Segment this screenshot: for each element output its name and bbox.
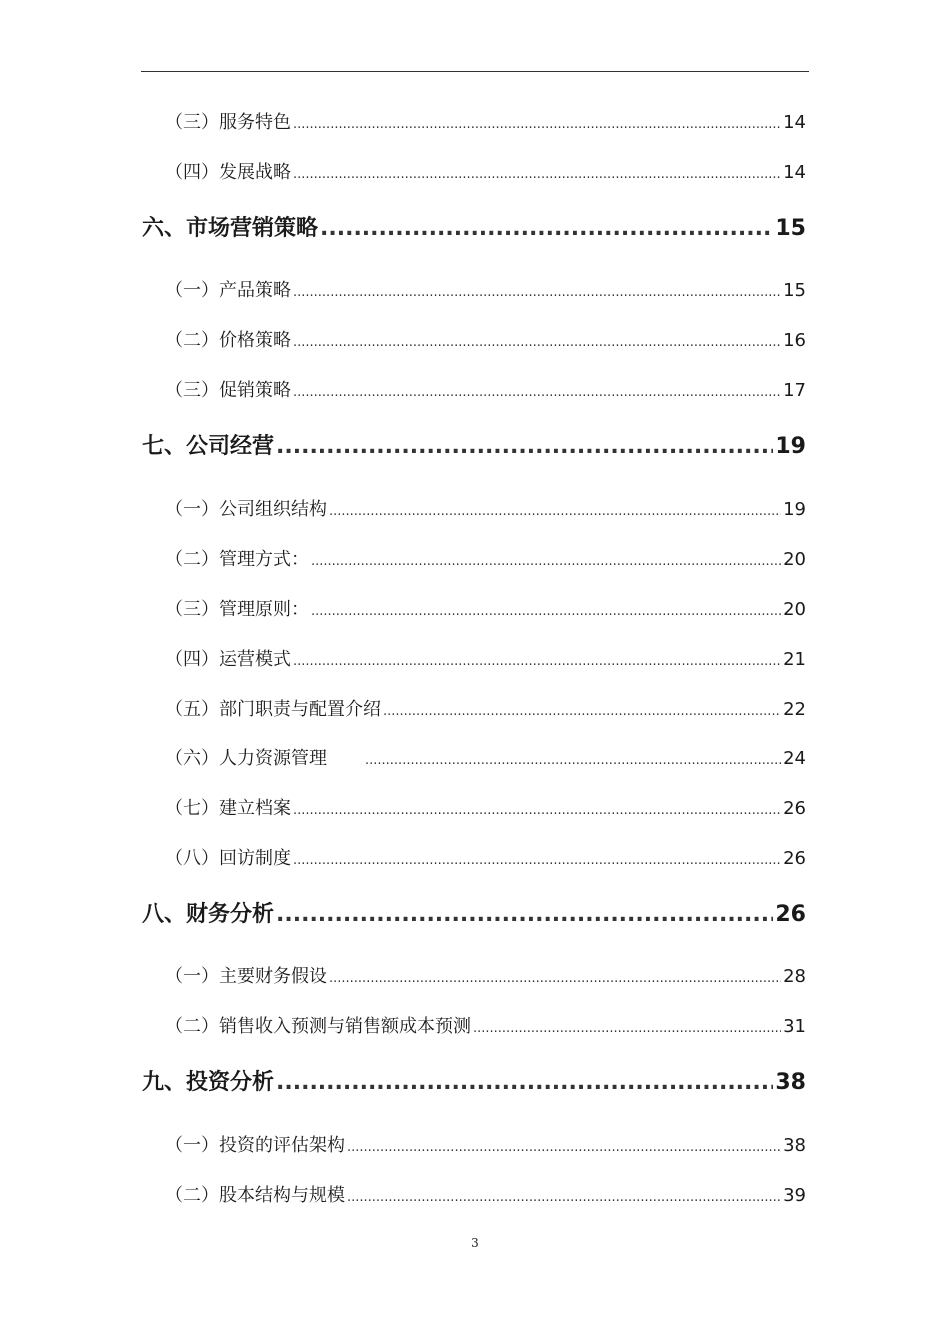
toc-entry-page: 17 bbox=[783, 380, 806, 401]
toc-entry-label: （三）促销策略 bbox=[165, 380, 291, 401]
toc-entry-page: 22 bbox=[783, 699, 806, 720]
toc-entry[interactable] bbox=[165, 495, 806, 521]
toc-entry[interactable] bbox=[165, 545, 806, 571]
toc-entry[interactable] bbox=[165, 1131, 806, 1157]
toc-entry-label: （四）运营模式 bbox=[165, 649, 291, 670]
toc-entry-page: 39 bbox=[783, 1185, 806, 1206]
toc-entry-label: （一）产品策略 bbox=[165, 280, 291, 301]
toc-entry[interactable] bbox=[165, 794, 806, 820]
toc-entry-page: 20 bbox=[783, 599, 806, 620]
toc-entry[interactable] bbox=[165, 108, 806, 134]
toc-entry[interactable] bbox=[165, 158, 806, 184]
toc-entry-label: （三）服务特色 bbox=[165, 112, 291, 133]
toc-entry[interactable] bbox=[165, 744, 806, 770]
toc-entry-label: （一）公司组织结构 bbox=[165, 499, 327, 520]
toc-entry-page: 28 bbox=[783, 966, 806, 987]
toc-entry[interactable] bbox=[165, 962, 806, 988]
toc-entry[interactable] bbox=[165, 276, 806, 302]
toc-chapter-page: 38 bbox=[775, 1070, 806, 1095]
toc-entry-label: （八）回访制度 bbox=[165, 848, 291, 869]
dot-leader bbox=[276, 1070, 773, 1095]
toc-entry-page: 31 bbox=[783, 1016, 806, 1037]
toc-entry-page: 14 bbox=[783, 112, 806, 133]
toc-entry-label: （二）管理方式： bbox=[165, 549, 309, 570]
toc-entry[interactable] bbox=[165, 1012, 806, 1038]
toc-chapter-label: 九、投资分析 bbox=[142, 1070, 275, 1095]
dot-leader bbox=[293, 330, 781, 351]
dot-leader bbox=[365, 748, 781, 769]
toc-entry-page: 38 bbox=[783, 1135, 806, 1156]
toc-entry[interactable] bbox=[165, 595, 806, 621]
dot-leader bbox=[293, 162, 781, 183]
dot-leader bbox=[311, 549, 781, 570]
toc-entry-page: 26 bbox=[783, 798, 806, 819]
dot-leader bbox=[293, 280, 781, 301]
toc-chapter-label: 八、财务分析 bbox=[142, 902, 275, 927]
dot-leader bbox=[293, 380, 781, 401]
toc-chapter-entry[interactable] bbox=[142, 1065, 806, 1096]
toc-chapter-page: 19 bbox=[775, 434, 806, 459]
dot-leader bbox=[293, 112, 781, 133]
toc-entry-label: （七）建立档案 bbox=[165, 798, 291, 819]
toc-entry-page: 16 bbox=[783, 330, 806, 351]
toc-chapter-label: 六、市场营销策略 bbox=[142, 216, 319, 241]
toc-entry-page: 24 bbox=[783, 748, 806, 769]
toc-entry-page: 15 bbox=[783, 280, 806, 301]
toc-entry-label: （二）销售收入预测与销售额成本预测 bbox=[165, 1016, 471, 1037]
toc-entry-label: （二）价格策略 bbox=[165, 330, 291, 351]
toc-chapter-entry[interactable] bbox=[142, 429, 806, 460]
dot-leader bbox=[311, 599, 781, 620]
dot-leader bbox=[347, 1135, 781, 1156]
toc-entry[interactable] bbox=[165, 844, 806, 870]
dot-leader bbox=[347, 1185, 781, 1206]
toc-entry-label: （三）管理原则： bbox=[165, 599, 309, 620]
dot-leader bbox=[293, 649, 781, 670]
dot-leader bbox=[329, 499, 781, 520]
dot-leader bbox=[276, 434, 773, 459]
toc-chapter-page: 15 bbox=[775, 216, 806, 241]
toc-chapter-page: 26 bbox=[775, 902, 806, 927]
dot-leader bbox=[276, 902, 773, 927]
toc-entry-label: （一）主要财务假设 bbox=[165, 966, 327, 987]
toc-chapter-entry[interactable] bbox=[142, 211, 806, 242]
toc-entry-label: （二）股本结构与规模 bbox=[165, 1185, 345, 1206]
toc-entry-label: （六）人力资源管理 bbox=[165, 748, 327, 769]
dot-leader bbox=[473, 1016, 781, 1037]
toc-entry-page: 21 bbox=[783, 649, 806, 670]
toc-chapter-entry[interactable] bbox=[142, 897, 806, 928]
toc-entry[interactable] bbox=[165, 376, 806, 402]
dot-leader bbox=[383, 699, 781, 720]
toc-entry[interactable] bbox=[165, 326, 806, 352]
dot-leader bbox=[293, 798, 781, 819]
toc-entry-page: 19 bbox=[783, 499, 806, 520]
dot-leader bbox=[293, 848, 781, 869]
toc-chapter-label: 七、公司经营 bbox=[142, 434, 275, 459]
dot-leader bbox=[329, 966, 781, 987]
dot-leader bbox=[320, 216, 773, 241]
page-number: 3 bbox=[471, 1236, 479, 1250]
toc-entry-label: （一）投资的评估架构 bbox=[165, 1135, 345, 1156]
toc-entry-page: 26 bbox=[783, 848, 806, 869]
toc-entry[interactable] bbox=[165, 645, 806, 671]
toc-entry-page: 14 bbox=[783, 162, 806, 183]
toc-entry[interactable] bbox=[165, 1181, 806, 1207]
toc-entry[interactable] bbox=[165, 695, 806, 721]
toc-entry-page: 20 bbox=[783, 549, 806, 570]
toc-entry-label: （四）发展战略 bbox=[165, 162, 291, 183]
toc-entry-label: （五）部门职责与配置介绍 bbox=[165, 699, 381, 720]
